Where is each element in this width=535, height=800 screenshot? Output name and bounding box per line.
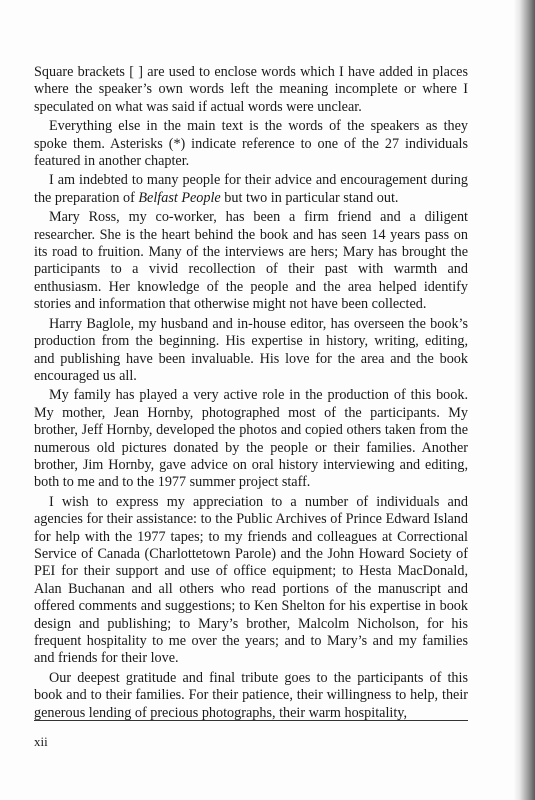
paragraph-text: Our deepest gratitude and final tribute goes to the participants of this book and to their families. For their patience, their willingness to help, their generous lending of precious photographs, their warm hospitality,: [34, 669, 468, 721]
paragraph-text: Square brackets [ ] are used to enclose words which I have added in places where the speaker’s own words left the meaning incomplete or where I speculated on what was said if actual words were unclear.: [34, 64, 468, 115]
paragraph-text: I wish to express my appreciation to a number of individuals and agencies for their assistance: to the Public Archives of Prince Edward Island for help with the 1977 tapes; to my friends and colleagues at Correctional Service of Canada (Charlottetown Parole) and the John Howard Society of PEI for their support and use of office equipment; to Hesta MacDonald, Alan Buchanan and all others who read portions of the manuscript and offered comments and suggestions; to Ken Shelton for his expertise in book design and publishing; to Mary’s brother, Malcolm Nicholson, for his frequent hospitality to me over the years; and to Mary’s and my families and friends for their love.: [34, 493, 468, 667]
book-title: Belfast People: [138, 189, 221, 206]
paragraph-text: My family has played a very active role in the production of this book. My mother, Jean Hornby, photographed most of the participants. My brother, Jeff Hornby, developed the photos and copied others taken from the numerous old pictures donated by the people or their families. Another brother, Jim Hornby, gave advice on oral history interviewing and editing, both to me and to the 1977 summer project staff.: [34, 387, 468, 491]
paragraph: [34, 118, 468, 170]
paragraph-text: Harry Baglole, my husband and in-house editor, has overseen the book’s production from the beginning. His expertise in history, writing, editing, and publishing have been invaluable. His love for the area and the book encouraged us all.: [34, 315, 468, 384]
paragraph: [34, 670, 468, 722]
paragraph-text: but two in particular stand out.: [220, 189, 399, 206]
footer-rule: [34, 720, 468, 721]
paragraph: [34, 64, 468, 116]
paragraph: [34, 172, 468, 207]
paragraph: [34, 387, 468, 491]
binding-shadow: [513, 0, 535, 800]
page-number: xii: [34, 734, 48, 749]
paragraph-text: Everything else in the main text is the words of the speakers as they spoke them. Asterisks (*) indicate reference to one of the 27 individuals featured in another chapter.: [34, 118, 468, 170]
paragraph: [34, 316, 468, 386]
paragraph-text: I am indebted to many people for their advice and encouragement during the preparation of: [34, 172, 468, 206]
paragraph-text: Mary Ross, my co-worker, has been a firm friend and a diligent researcher. She is the heart behind the book and has seen 14 years pass on its road to fruition. Many of the interviews are hers; Mary has brought the participants to a vivid recollection of their past with warmth and enthusiasm. Her knowledge of the people and the area helped identify stories and information that otherwise might not have been collected.: [34, 209, 468, 313]
body-text: [34, 64, 468, 724]
paragraph: [34, 209, 468, 313]
paragraph: [34, 494, 468, 668]
